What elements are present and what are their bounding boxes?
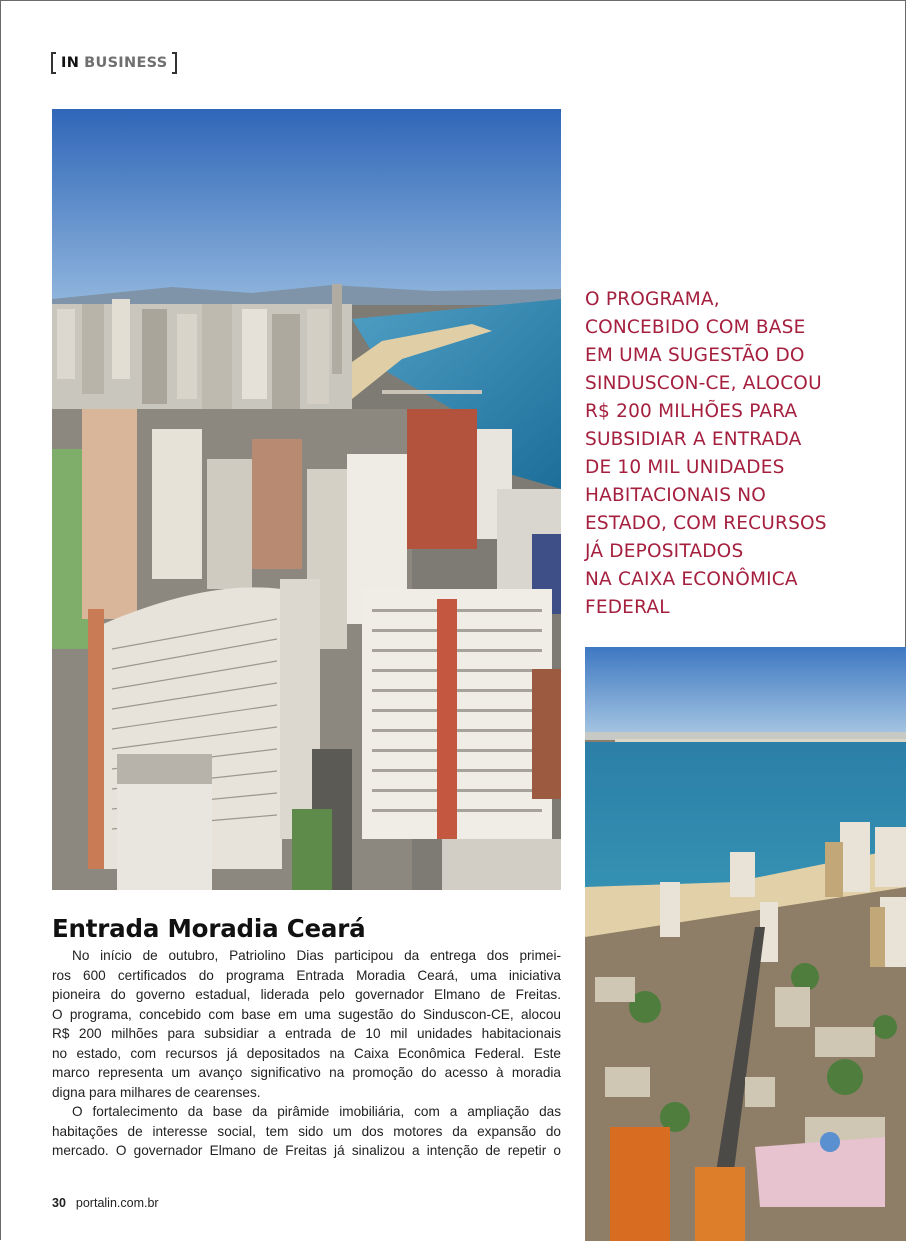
pull-quote-line: NA CAIXA ECONÔMICA [585, 569, 798, 590]
article-line: digna para milhares de cearenses. [52, 1084, 261, 1100]
section-tag [51, 51, 177, 75]
main-photo [52, 109, 561, 890]
pull-quote-line: R$ 200 MILHÕES PARA [585, 401, 798, 422]
pull-quote-line: SINDUSCON-CE, ALOCOU [585, 373, 822, 394]
article-line: R$ 200 milhões para subsidiar a entrada de 10 mil unidades habitacionais [52, 1026, 561, 1041]
article-line: mercado. O governador Elmano de Freitas já sinalizou a intenção de repetir o [52, 1143, 561, 1158]
pull-quote-line: ESTADO, COM RECURSOS [585, 513, 827, 534]
site-url: portalin.com.br [75, 1196, 159, 1210]
article-body [52, 946, 561, 1161]
pull-quote-line: EM UMA SUGESTÃO DO [585, 345, 805, 366]
article-title: Entrada Moradia Ceará [52, 914, 366, 943]
pull-quote-line: SUBSIDIAR A ENTRADA [585, 429, 802, 450]
article-line: pioneira do governo estadual, liderada pelo governador Elmano de Freitas. [52, 987, 561, 1002]
section-business: BUSINESS [84, 55, 168, 71]
page-number: 30 [52, 1196, 66, 1210]
pull-quote-line: HABITACIONAIS NO [585, 485, 767, 506]
side-photo [585, 647, 906, 1241]
article-line: No início de outubro, Patriolino Dias participou da entrega dos primei- [72, 948, 561, 963]
page-footer [52, 1196, 159, 1210]
bracket-left [51, 52, 56, 74]
pull-quote-line: CONCEBIDO COM BASE [585, 317, 806, 338]
bracket-right [172, 52, 177, 74]
article-line: habitações de interesse social, tem sido um dos motores da expansão do [52, 1123, 561, 1139]
pull-quote-line: JÁ DEPOSITADOS [585, 541, 744, 562]
section-in: IN [61, 55, 80, 71]
article-line: O fortalecimento da base da pirâmide imobiliária, com a ampliação das [72, 1104, 561, 1119]
article-line: O programa, concebido com base em uma sugestão do Sinduscon-CE, alocou [52, 1006, 561, 1022]
pull-quote [585, 286, 885, 622]
article-line: marco representa um avanço significativo na promoção do acesso à moradia [52, 1065, 561, 1080]
article-line: no estado, com recursos já depositados na Caixa Econômica Federal. Este [52, 1045, 561, 1061]
pull-quote-line: FEDERAL [585, 597, 670, 618]
article-line: ros 600 certificados do programa Entrada Moradia Ceará, uma iniciativa [52, 967, 561, 983]
pull-quote-line: DE 10 MIL UNIDADES [585, 457, 785, 478]
pull-quote-line: O PROGRAMA, [585, 289, 720, 310]
